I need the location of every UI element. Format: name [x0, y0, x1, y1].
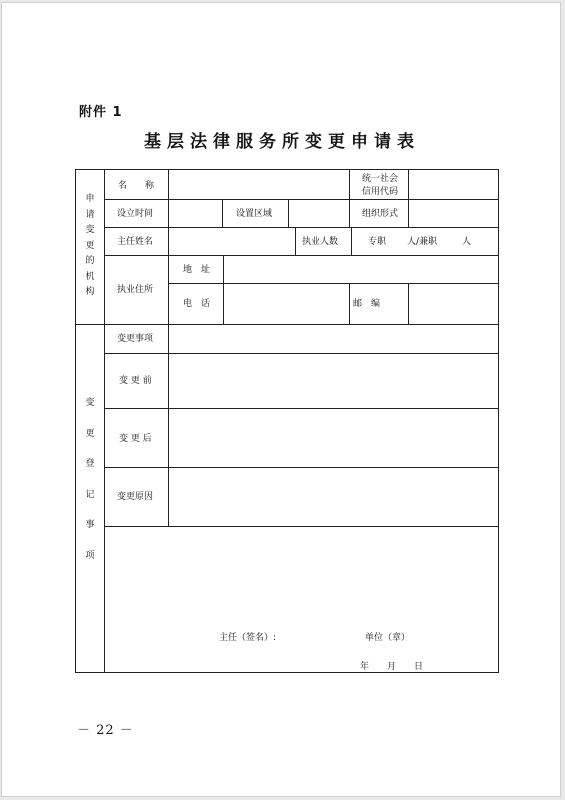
- attachment-label: 附件 1: [79, 105, 123, 120]
- label-after-change: 变 更 后: [119, 434, 152, 444]
- document-page: [1, 2, 561, 797]
- change-reason-field[interactable]: [169, 468, 497, 525]
- label-unit-seal: 单位（章）: [365, 633, 411, 643]
- established-time-field[interactable]: [169, 200, 221, 226]
- address-field[interactable]: [224, 256, 497, 282]
- label-practice-address: 执业住所: [117, 285, 154, 295]
- before-change-field[interactable]: [169, 354, 497, 407]
- set-area-field[interactable]: [289, 200, 348, 226]
- label-change-item: 变更事项: [117, 334, 154, 344]
- postcode-field[interactable]: [409, 284, 497, 323]
- label-date: 年 月 日: [360, 662, 424, 672]
- org-form-field[interactable]: [409, 200, 497, 226]
- label-person-parttime: 人/兼职: [407, 237, 438, 247]
- change-item-field[interactable]: [169, 325, 497, 352]
- label-postcode: 邮 编: [353, 299, 381, 309]
- label-director-signature: 主任（签名）:: [219, 633, 277, 643]
- label-address: 地 址: [183, 265, 211, 275]
- section-label-institution: 申 请 变 更 的 机 构: [85, 194, 95, 297]
- label-fulltime: 专职: [368, 237, 387, 247]
- label-set-area: 设置区域: [236, 209, 273, 219]
- label-before-change: 变 更 前: [119, 376, 152, 386]
- label-credit-code-line2: 信用代码: [362, 187, 399, 197]
- label-director-name: 主任姓名: [117, 237, 154, 247]
- label-name: 名 称: [118, 181, 155, 191]
- form-title: 基层法律服务所变更申请表: [144, 132, 420, 152]
- change-application-form: [75, 169, 499, 673]
- label-person: 人: [462, 237, 472, 247]
- label-staff-count: 执业人数: [302, 237, 339, 247]
- credit-code-field[interactable]: [409, 170, 497, 198]
- label-change-reason: 变更原因: [117, 492, 154, 502]
- phone-field[interactable]: [224, 284, 348, 323]
- label-established-time: 设立时间: [117, 209, 154, 219]
- label-org-form: 组织形式: [362, 209, 399, 219]
- after-change-field[interactable]: [169, 409, 497, 466]
- label-credit-code-line1: 统一社会: [362, 174, 399, 184]
- section-label-registration: 变 更 登 记 事 项: [85, 398, 95, 561]
- page-number: － 22 －: [77, 723, 134, 738]
- director-name-field[interactable]: [169, 228, 294, 254]
- name-field[interactable]: [169, 170, 348, 198]
- label-phone: 电 话: [183, 299, 211, 309]
